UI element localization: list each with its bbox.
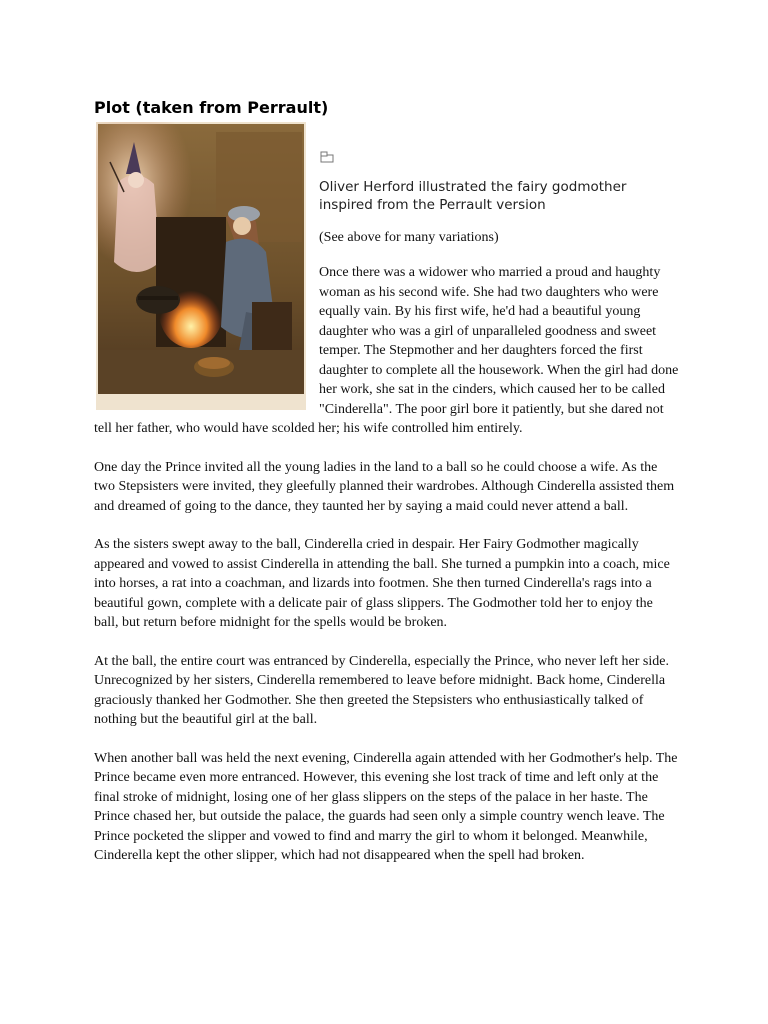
variations-note: (See above for many variations) — [319, 230, 499, 245]
paragraph-5: When another ball was held the next evening, Cinderella again attended with her Godmother's help. The Prince became even more entranced. However, this evening she lost track of time and left only at the final stroke of midnight, losing one of her glass slippers on the steps of the palace in her haste. The Prince chased her, but outside the palace, the guards had seen only a simple country wench leave. The Prince pocketed the slipper and vowed to find and marry the girl to whom it belonged. Meanwhile, Cinderella kept the other slipper, which had not disappeared when the spell had broken. — [94, 750, 678, 863]
figure-caption: Oliver Herford illustrated the fairy godmother inspired from the Perrault version — [319, 179, 627, 213]
enlarge-icon[interactable] — [320, 150, 334, 162]
paragraph-1: Once there was a widower who married a proud and haughty woman as his second wife. She had two daughters who were equally vain. By his first wife, he'd had a beautiful young daughter who was a girl of unparalleled goodness and sweet temper. The Stepmother and her daughters forced the first daughter to complete all the housework. When the girl had done her work, she sat in the cinders, which caused her to be called "Cinderella". The poor girl bore it patiently, but she dared not tell her father, who would have scolded her; his wife controlled him entirely. — [94, 265, 679, 436]
paragraph-3: As the sisters swept away to the ball, Cinderella cried in despair. Her Fairy Godmother magically appeared and vowed to assist Cinderella in attending the ball. She turned a pumpkin into a coach, mice into horses, a rat into a coachman, and lizards into footmen. She then turned Cinderella's rags into a beautiful gown, complete with a delicate pair of glass slippers. The Godmother told her to enjoy the ball, but return before midnight for the spells would be broken. — [94, 537, 670, 630]
plot-body — [94, 263, 680, 885]
paragraph-4: At the ball, the entire court was entranced by Cinderella, especially the Prince, who never left her side. Unrecognized by her sisters, Cinderella remembered to leave before midnight. Back home, Cinderella graciously thanked her Godmother. She then greeted the Stepsisters who enthusiastically talked of nothing but the beautiful girl at the ball. — [94, 653, 669, 727]
paragraph-2: One day the Prince invited all the young ladies in the land to a ball so he could choose a wife. As the two Stepsisters were invited, they gleefully planned their wardrobes. Although Cinderella assisted them and dreamed of going to the dance, they taunted her by saying a maid could never attend a ball. — [94, 459, 675, 514]
figure-wrap-space — [94, 263, 319, 413]
section-heading: Plot (taken from Perrault) — [94, 98, 329, 117]
